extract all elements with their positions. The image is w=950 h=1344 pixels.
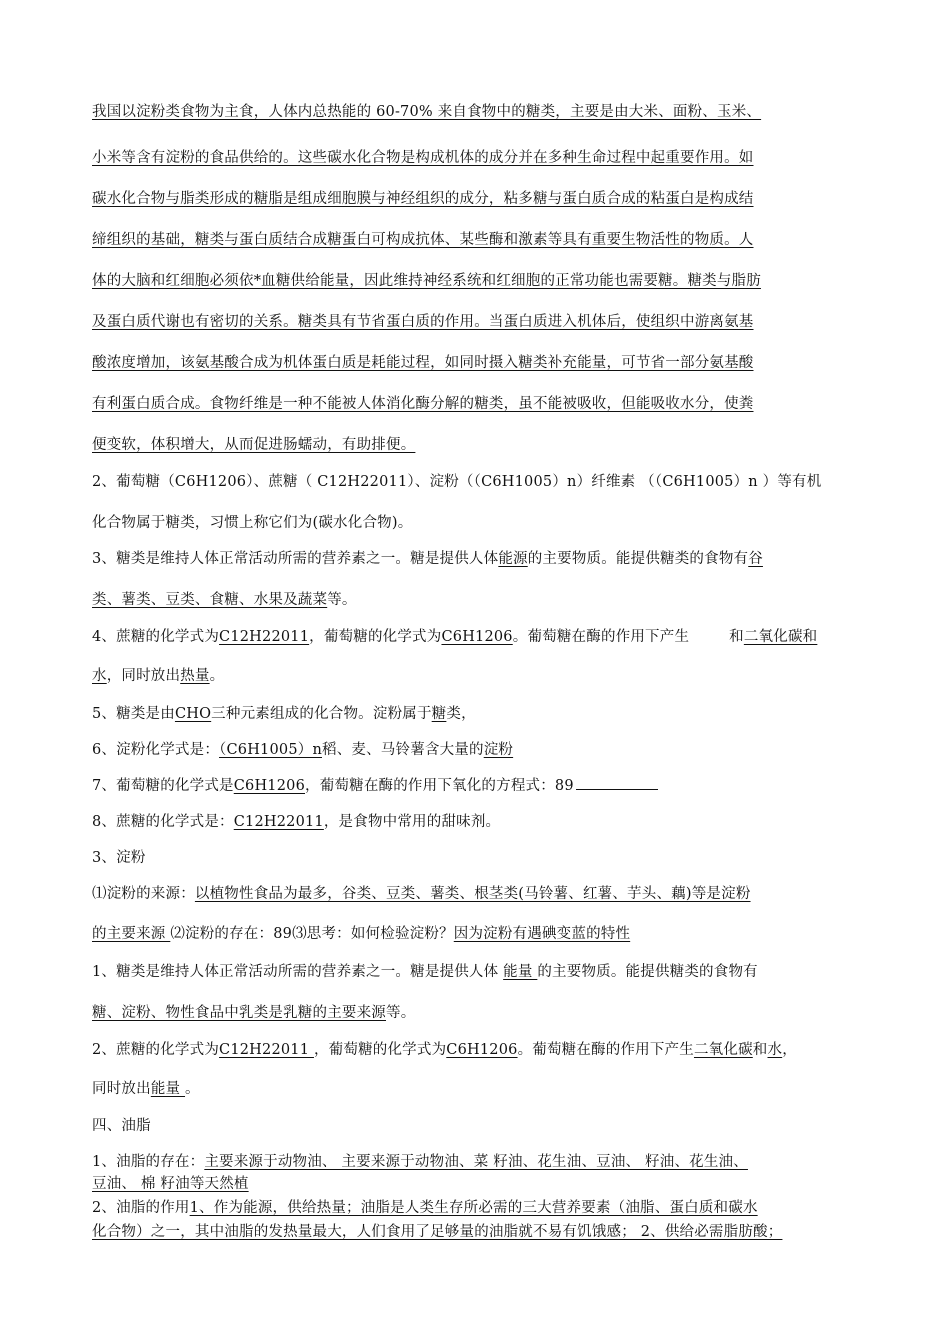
item-8 (92, 810, 860, 831)
item-2-line-1: 2、葡萄糖（C6H1206）、蔗糖（ C12H22011）、淀粉（（C6H1005）n）纤维素 （（C6H1005）n ）等有机 (92, 474, 822, 490)
answer-sucrose: C12H22011 (219, 1042, 314, 1058)
text: 三种元素组成的化合物。淀粉属于 (211, 706, 432, 722)
item-6 (92, 738, 860, 759)
text: ，同时放出 (106, 668, 181, 684)
answer-foods: 糖、淀粉、物性食品中乳类是乳糖的主要来源 (92, 1005, 386, 1021)
text: 等。 (327, 592, 357, 608)
section-starch: 3、淀粉 (92, 850, 146, 866)
repeat-1-line-2 (92, 1001, 860, 1022)
answer-energy: 能量 (503, 964, 538, 980)
section-fat: 四、油脂 (92, 1118, 151, 1134)
answer-grain: 谷 (748, 551, 763, 567)
text: ，葡萄糖的化学式为 (309, 629, 442, 645)
text: 。 (209, 668, 225, 684)
text: 8、蔗糖的化学式是： (92, 814, 234, 830)
answer-starch: 淀粉 (483, 742, 514, 758)
answer-formula: C12H22011 (233, 814, 324, 830)
answer-energy: 能源 (498, 551, 528, 567)
answer-glucose: C6H1206 (233, 778, 306, 794)
item-2-line-2: 化合物属于糖类，习惯上称它们为(碳水化合物)。 (92, 515, 413, 531)
fat-2-line-2 (92, 1220, 860, 1241)
text: 葡萄糖在酶的作用下氧化的方程式：89 (319, 778, 574, 794)
answer-formula: （C6H1005）n (219, 742, 322, 758)
text: 1、糖类是维持人体正常活动所需的营养素之一。糖是提供人体 (92, 964, 504, 980)
text: 6、淀粉化学式是： (92, 742, 220, 758)
fat-1-line-1 (92, 1150, 860, 1171)
answer-sugar: 糖 (431, 706, 447, 722)
repeat-2-line-2 (92, 1077, 860, 1098)
text: 。 (185, 1081, 200, 1097)
text: ⑵淀粉的存在：89⑶思考：如何检验淀粉？ (170, 926, 454, 942)
text: 和 (729, 629, 744, 645)
text: 。葡萄糖在酶的作用下产生 (517, 1042, 694, 1058)
intro-line-6: 及蛋白质代谢也有密切的关系。糖类具有节省蛋白质的作用。当蛋白质进入机体后，使组织中游离氨基 (92, 314, 754, 330)
text: ， (305, 778, 320, 794)
text: 3、糖类是维持人体正常活动所需的营养素之一。糖是提供人体 (92, 551, 499, 567)
text: 4、蔗糖的化学式为 (92, 629, 220, 645)
text: 2、油脂的作用 (92, 1200, 190, 1216)
item-4-line-2 (92, 664, 860, 685)
answer-glucose: C6H1206 (441, 629, 513, 645)
intro-line-3: 碳水化合物与脂类形成的糖脂是组成细胞膜与神经组织的成分，粘多糖与蛋白质合成的粘蛋白是构成结 (92, 191, 754, 207)
repeat-1-line-1 (92, 960, 860, 981)
text: ，葡萄糖的化学式为 (313, 1042, 447, 1058)
repeat-2-line-1 (92, 1038, 860, 1059)
intro-line-1: 我国以淀粉类食物为主食，人体内总热能的 60-70% 来自食物中的糖类，主要是由大米、面粉、玉米、 (92, 104, 762, 120)
intro-line-9: 便变软，体积增大，从而促进肠蠕动，有助排便。 (92, 437, 416, 453)
answer-fat-use: 化合物）之一，其中油脂的发热量最大，人们食用了足够量的油脂就不易有饥饿感； 2、供给必需脂肪酸； (92, 1224, 783, 1240)
text: 类， (446, 706, 476, 722)
item-7 (92, 774, 860, 795)
starch-source-line-1 (92, 882, 860, 903)
text: ，是食物中常用的甜味剂。 (323, 814, 501, 830)
intro-line-2: 小米等含有淀粉的食品供给的。这些碳水化合物是构成机体的成分并在多种生命过程中起重要作用。如 (92, 150, 754, 166)
text: 的主要物质。能提供糖类的食物有 (537, 964, 758, 980)
text: 1、油脂的存在： (92, 1154, 205, 1170)
answer-co2: 二氧化碳和 (743, 629, 818, 645)
answer-fat-use: 1、作为能源，供给热量；油脂是人类生存所必需的三大营养要素（油脂、蛋白质和碳水 (189, 1200, 758, 1216)
intro-line-4: 缔组织的基础，糖类与蛋白质结合成糖蛋白可构成抗体、某些酶和激素等具有重要生物活性的物质。人 (92, 232, 754, 248)
starch-source-line-2 (92, 922, 860, 943)
text: 5、糖类是由 (92, 706, 175, 722)
fat-1-line-2 (92, 1172, 860, 1193)
answer-iodine: 因为淀粉有遇碘变蓝的特性 (453, 926, 631, 942)
item-4-line-1 (92, 625, 860, 646)
text: 的主要物质。能提供糖类的食物有 (527, 551, 749, 567)
answer-glucose: C6H1206 (446, 1042, 518, 1058)
text: 同时放出 (92, 1081, 151, 1097)
answer-cho: CHO (174, 706, 212, 722)
answer-fat-source: 主要来源于动物油、 主要来源于动物油、菜 籽油、花生油、豆油、 籽油、花生油、 (204, 1154, 748, 1170)
text: ， (782, 1042, 797, 1058)
fat-2-line-1 (92, 1196, 860, 1217)
intro-line-5: 体的大脑和红细胞必须依*血糖供给能量，因此维持神经系统和红细胞的正常功能也需要糖。糖类与脂肪 (92, 273, 761, 289)
intro-line-7: 酸浓度增加，该氨基酸合成为机体蛋白质是耗能过程，如同时摄入糖类补充能量，可节省一部分氨基酸 (92, 355, 754, 371)
item-3-line-2 (92, 588, 860, 609)
answer-source: 以植物性食品为最多，谷类、豆类、薯类、根茎类(马铃薯、红薯、芋头、藕)等是淀粉 (194, 886, 751, 902)
text: 和 (752, 1042, 768, 1058)
item-3-line-1 (92, 547, 860, 568)
answer-water: 水 (92, 668, 107, 684)
item-5 (92, 702, 860, 723)
text: ⑴淀粉的来源： (92, 886, 195, 902)
text: 。葡萄糖在酶的作用下产生 (512, 629, 690, 645)
intro-line-8: 有利蛋白质合成。食物纤维是一种不能被人体消化酶分解的糖类，虽不能被吸收，但能吸收水分，使粪 (92, 396, 754, 412)
answer-foods: 类、薯类、豆类、食糖、水果及蔬菜 (92, 592, 328, 608)
answer-sucrose: C12H22011 (219, 629, 310, 645)
answer-blank (576, 788, 658, 790)
answer-co2: 二氧化碳 (693, 1042, 753, 1058)
text: 7、葡萄糖的化学式是 (92, 778, 234, 794)
answer-fat-source: 豆油、 棉 籽油等天然植 (92, 1176, 249, 1192)
answer-energy: 能量 (150, 1081, 186, 1097)
text: 等。 (386, 1005, 416, 1021)
text: 稻、麦、马铃薯含大量的 (322, 742, 484, 758)
answer-source: 的主要来源 (92, 926, 171, 942)
text: 2、蔗糖的化学式为 (92, 1042, 220, 1058)
answer-water: 水 (767, 1042, 783, 1058)
answer-heat: 热量 (180, 668, 210, 684)
